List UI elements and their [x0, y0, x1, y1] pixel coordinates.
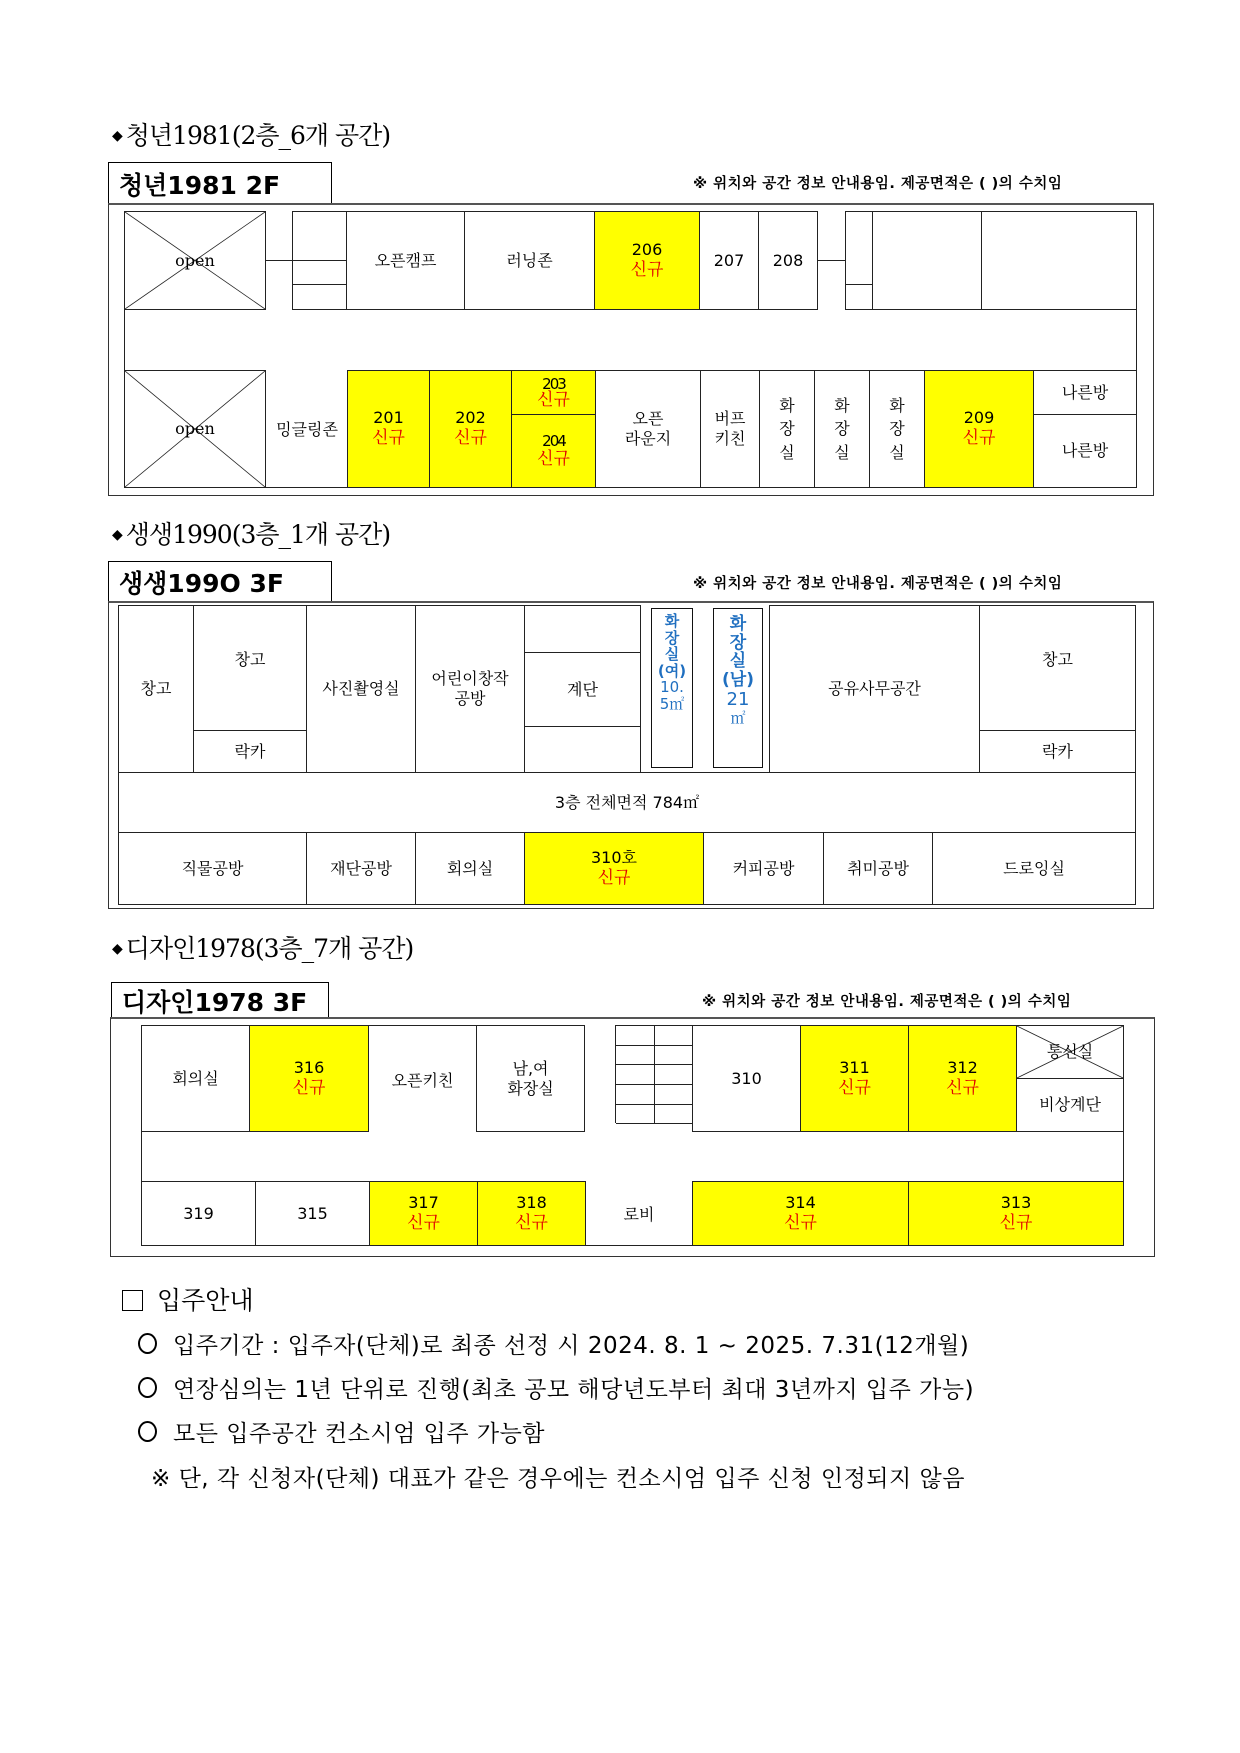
floor-title [108, 561, 332, 602]
room-313[interactable] [908, 1181, 1124, 1246]
wall-line [124, 310, 125, 370]
info-bullet [138, 1327, 969, 1360]
bullet-icon: ◆ [112, 128, 122, 144]
info-heading-text: 입주안내 [157, 1286, 254, 1315]
info-note: ※ 위치와 공간 정보 안내용임. 제공면적은 ( )의 수치임 [702, 994, 1072, 1010]
room-open-lounge[interactable] [595, 370, 701, 488]
room-shared-office[interactable] [769, 605, 980, 773]
stairs [524, 652, 641, 727]
room-311[interactable] [800, 1025, 909, 1132]
new-badge: 신규 [537, 389, 570, 410]
room-label: 오픈캠프 [374, 250, 437, 270]
room-number: 314 [785, 1192, 816, 1212]
bullet-icon: ◆ [112, 941, 122, 957]
room-label: 락카 [1042, 741, 1073, 761]
storage [118, 605, 194, 773]
room-label: 공유사무공간 [828, 679, 921, 698]
room-label: 장 [729, 632, 747, 653]
floor-title [111, 982, 329, 1018]
room-label: 오픈키친 [391, 1070, 454, 1090]
room-207[interactable] [699, 211, 759, 310]
room-label: 나른방 [1061, 441, 1109, 460]
room-number: 313 [1000, 1192, 1032, 1212]
room-number: 209 [963, 408, 995, 428]
room-label: 창고 [140, 679, 172, 698]
room-number: 318 [516, 1192, 547, 1212]
room-319[interactable] [141, 1181, 256, 1246]
room-318[interactable] [477, 1181, 586, 1246]
room-area: 10. [660, 678, 684, 696]
room-area: ㎡ [730, 708, 746, 727]
room-label: 재단공방 [330, 858, 392, 878]
room-316[interactable] [249, 1025, 369, 1132]
room-label: 러닝존 [506, 250, 553, 270]
room-number: 311 [839, 1057, 870, 1077]
room-number: 317 [408, 1192, 439, 1212]
new-badge: 신규 [962, 428, 996, 449]
room-photo-studio[interactable] [306, 605, 416, 773]
room-label: 208 [772, 250, 804, 270]
new-badge: 신규 [946, 1077, 979, 1098]
info-bullet [138, 1371, 974, 1404]
new-badge: 신규 [999, 1212, 1033, 1233]
room-number: 312 [947, 1057, 978, 1077]
room-mingling-zone[interactable] [266, 370, 348, 488]
room-label: 310 [731, 1068, 762, 1088]
room-label: 회의실 [172, 1068, 219, 1088]
room-label: 회의실 [446, 858, 494, 878]
room-202[interactable] [429, 370, 512, 488]
floor-title-text: 디자인1978 3F [122, 987, 308, 1017]
restroom [759, 370, 815, 488]
room-label: 실 [834, 442, 850, 462]
new-badge: 신규 [515, 1212, 548, 1233]
room-drawing[interactable] [932, 832, 1136, 905]
new-badge: 신규 [292, 1077, 326, 1098]
room-label: 화 [664, 612, 680, 630]
restroom [869, 370, 925, 488]
total-area-label: 3층 전체면적 784㎡ [554, 792, 700, 812]
room-label: 어린이창작 [431, 669, 509, 688]
lobby [585, 1181, 693, 1246]
room-label: 화 [779, 396, 795, 416]
room-area: 5㎡ [659, 694, 685, 713]
room-meeting[interactable] [141, 1025, 250, 1132]
checkbox-square-icon [122, 1290, 143, 1311]
room-label: 장 [889, 419, 905, 439]
room-310-ho[interactable] [524, 832, 704, 905]
room-label: 화 [834, 396, 850, 416]
corridor-total-area [118, 772, 1136, 833]
heading-text: 생생1990(3층_1개 공간) [125, 520, 391, 549]
room-label: 실 [664, 645, 680, 663]
room-label: 창고 [1042, 650, 1073, 669]
room-209[interactable] [924, 370, 1034, 488]
section-heading-youth1981 [112, 116, 390, 152]
room-312[interactable] [908, 1025, 1017, 1132]
open-area [124, 370, 266, 488]
room-kids-creative-workshop[interactable] [415, 605, 525, 773]
floor-title-text: 생생199O 3F [119, 569, 284, 598]
room-label: 키친 [714, 429, 746, 448]
room-meeting[interactable] [415, 832, 525, 905]
bullet-icon: ◆ [112, 527, 122, 543]
wall-line [1136, 310, 1137, 370]
room-203[interactable] [511, 370, 596, 415]
room-label: 라운지 [624, 429, 672, 448]
emergency-stairs [1016, 1078, 1124, 1132]
new-badge: 신규 [838, 1077, 871, 1098]
room-201[interactable] [347, 370, 430, 488]
circle-bullet-icon [138, 1421, 157, 1442]
wall-line [266, 260, 293, 261]
new-badge: 신규 [454, 428, 487, 449]
room-315[interactable] [255, 1181, 370, 1246]
room-label: 나른방 [1061, 382, 1109, 402]
room-unlabeled [981, 211, 1137, 310]
room-label: 실 [889, 442, 905, 462]
storage [979, 605, 1136, 731]
wall-line [640, 605, 641, 773]
locker [979, 730, 1136, 773]
room-telecom [1016, 1025, 1124, 1079]
open-area [124, 211, 266, 310]
room-number: 202 [455, 408, 486, 428]
room-number: 310호 [591, 847, 637, 867]
room-label: 화 [889, 396, 905, 416]
room-open-camp[interactable] [346, 211, 465, 310]
storage [193, 605, 307, 731]
wall-line [1123, 1131, 1124, 1181]
room-label: 남,여 [512, 1058, 549, 1078]
room-hobby-workshop[interactable] [823, 832, 933, 905]
room-label: 직물공방 [181, 858, 244, 878]
restroom [476, 1025, 585, 1132]
room-314[interactable] [692, 1181, 909, 1246]
room-label: 로비 [623, 1204, 655, 1224]
room-number: 204 [542, 432, 565, 451]
room-label: 비상계단 [1039, 1095, 1101, 1114]
room-learning-zone[interactable] [464, 211, 595, 310]
new-badge: 신규 [372, 428, 405, 449]
new-badge: 신규 [597, 867, 631, 888]
room-unlabeled [872, 211, 982, 310]
floor-title [108, 162, 332, 204]
room-label: 버프 [714, 409, 746, 428]
room-label: 실 [729, 651, 747, 672]
restroom [814, 370, 870, 488]
room-label: 밍글링존 [276, 420, 338, 439]
room-label: 드로잉실 [1003, 858, 1065, 878]
room-204[interactable] [511, 414, 596, 488]
room-number: 206 [631, 239, 663, 259]
room-label: 장 [834, 419, 850, 439]
room-label: 207 [713, 250, 745, 270]
new-badge: 신규 [784, 1212, 817, 1233]
new-badge: 신규 [407, 1212, 440, 1233]
wall-line [292, 284, 347, 285]
section-heading-design1978 [112, 929, 413, 965]
room-310[interactable] [692, 1025, 801, 1132]
room-label: 실 [779, 442, 795, 462]
room-label: 장 [664, 628, 680, 647]
wall-line [292, 260, 347, 261]
room-buff-kitchen[interactable] [700, 370, 760, 488]
room-label: (남) [722, 670, 754, 691]
wall-line [818, 260, 845, 261]
room-number: 201 [373, 408, 404, 428]
room-number: 203 [542, 374, 565, 393]
heading-text: 청년1981(2층_6개 공간) [125, 121, 391, 150]
wall-line [141, 1131, 142, 1181]
info-note: ※ 위치와 공간 정보 안내용임. 제공면적은 ( )의 수치임 [693, 176, 1063, 192]
room-label: 락카 [234, 741, 266, 761]
info-bullet-text: 모든 입주공간 컨소시엄 입주 가능함 [173, 1421, 546, 1447]
restroom-female [651, 608, 693, 768]
room-label: 장 [779, 419, 795, 439]
info-note: ※ 위치와 공간 정보 안내용임. 제공면적은 ( )의 수치임 [693, 576, 1063, 592]
room-cutting-workshop[interactable] [306, 832, 416, 905]
room-label: 커피공방 [732, 858, 795, 878]
wall-line [845, 284, 873, 285]
room-area: 21 [726, 688, 750, 710]
new-badge: 신규 [537, 448, 570, 469]
room-label: 공방 [454, 689, 486, 708]
restroom-male [713, 608, 763, 768]
info-bullet-text: 연장심의는 1년 단위로 진행(최초 공모 해당년도부터 최대 3년까지 입주 가능) [173, 1377, 975, 1403]
room-nap-room[interactable] [1033, 414, 1137, 488]
open-label: open [175, 419, 215, 438]
room-208[interactable] [758, 211, 818, 310]
room-317[interactable] [369, 1181, 478, 1246]
new-badge: 신규 [630, 259, 664, 280]
info-bullet [138, 1415, 545, 1448]
room-label: 화 [729, 614, 747, 634]
room-label: 화장실 [507, 1078, 554, 1098]
room-label: 계단 [567, 679, 598, 699]
info-bullet-text: 입주기간 : 입주자(단체)로 최종 선정 시 2024. 8. 1 ~ 2025. 7.31(12개월) [173, 1333, 970, 1359]
room-label: 취미공방 [847, 858, 909, 878]
room-nap-room[interactable] [1033, 370, 1137, 415]
locker [193, 730, 307, 773]
open-label: open [175, 250, 215, 270]
info-note: ※ 단, 각 신청자(단체) 대표가 같은 경우에는 컨소시엄 입주 신청 인정되지 않음 [151, 1466, 965, 1492]
room-coffee-workshop[interactable] [703, 832, 824, 905]
room-number: 316 [293, 1057, 325, 1077]
room-open-kitchen[interactable] [368, 1025, 477, 1132]
room-206[interactable] [594, 211, 700, 310]
room-label: 315 [297, 1203, 328, 1223]
circle-bullet-icon [138, 1333, 157, 1354]
floor-title-text: 청년1981 2F [119, 170, 281, 200]
room-textile-workshop[interactable] [118, 832, 307, 905]
room-label: 사진촬영실 [322, 679, 400, 698]
room-label: 오픈 [632, 409, 664, 428]
section-heading-saengsaeng1990 [112, 515, 390, 551]
room-label: 319 [183, 1203, 214, 1223]
heading-text: 디자인1978(3층_7개 공간) [125, 934, 414, 963]
stair-block [845, 211, 873, 310]
room-label: (여) [657, 661, 687, 680]
room-label: 통신실 [1046, 1042, 1094, 1061]
stairs-icon [615, 1025, 693, 1123]
info-heading [122, 1281, 254, 1317]
room-label: 창고 [234, 650, 266, 669]
circle-bullet-icon [138, 1377, 157, 1398]
